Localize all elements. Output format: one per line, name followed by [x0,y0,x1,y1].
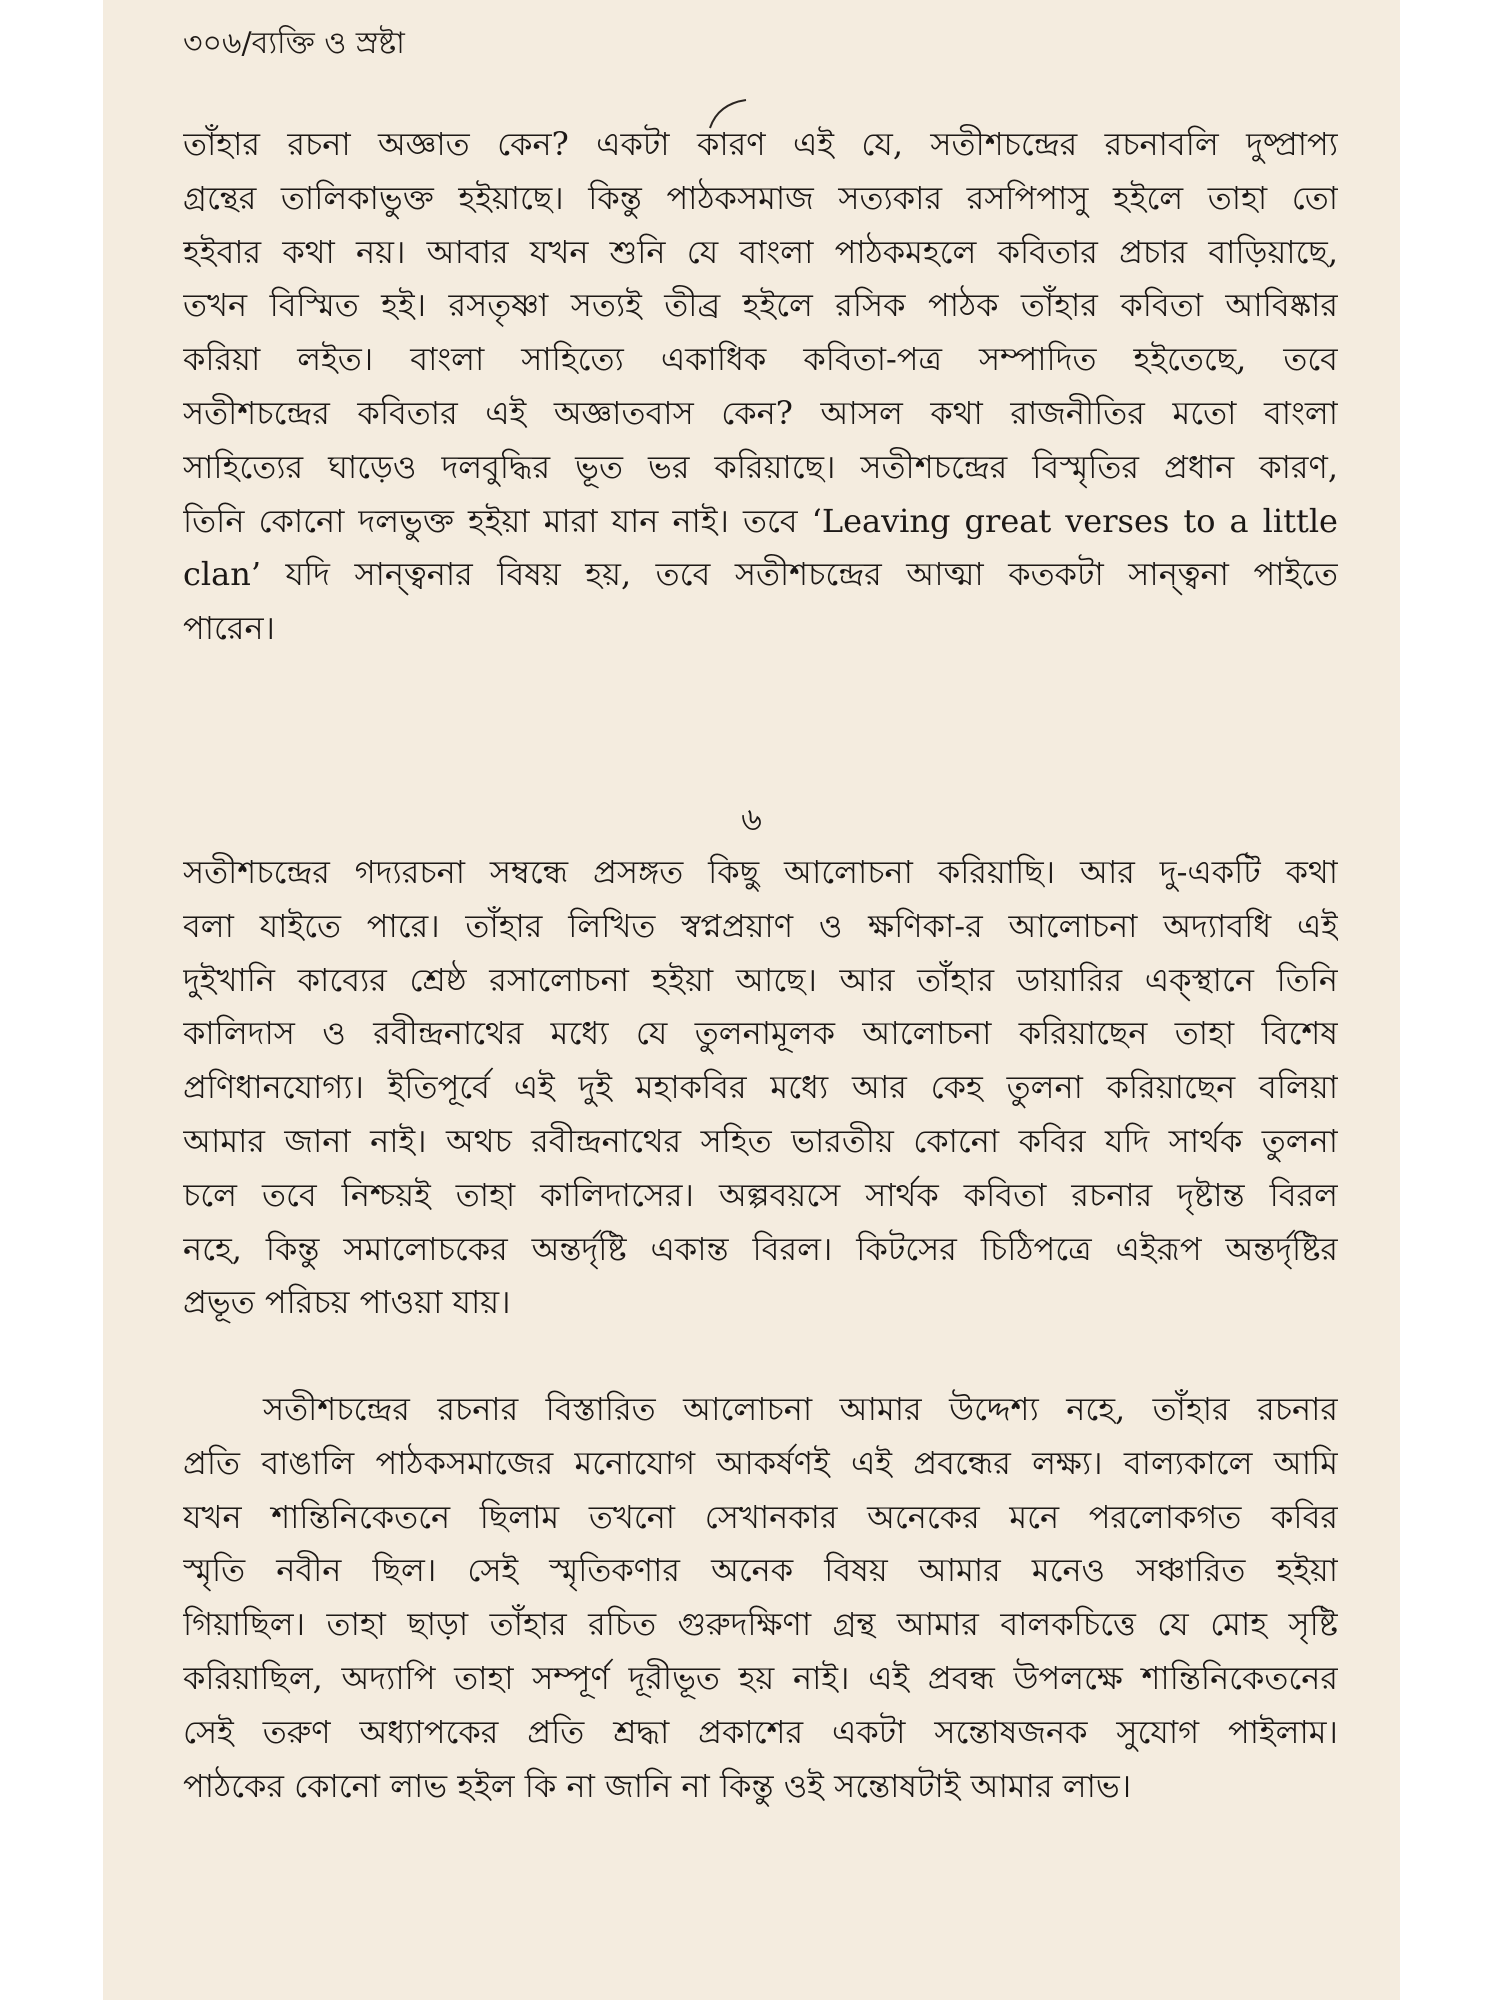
paragraph-3 [183,1383,1338,1813]
text-line: তখন বিস্মিত হই। রসতৃষ্ণা সত্যই তীব্র হইলে রসিক পাঠক তাঁহার কবিতা আবিষ্কার [183,286,1338,325]
section-number: ৬ [741,800,762,838]
text-line: পারেন। [183,609,276,648]
text-line: সতীশচন্দ্রের কবিতার এই অজ্ঞাতবাস কেন? আসল কথা রাজনীতির মতো বাংলা [183,393,1338,432]
text-line: হইবার কথা নয়। আবার যখন শুনি যে বাংলা পাঠকমহলে কবিতার প্রচার বাড়িয়াছে, [183,232,1338,271]
text-line: গিয়াছিল। তাহা ছাড়া তাঁহার রচিত গুরুদক্ষিণা গ্রন্থ আমার বালকচিত্তে যে মোহ সৃষ্টি [183,1605,1338,1644]
text-line: প্রভূত পরিচয় পাওয়া যায়। [183,1283,511,1322]
text-line: গ্রন্থের তালিকাভুক্ত হইয়াছে। কিন্তু পাঠকসমাজ সত্যকার রসপিপাসু হইলে তাহা তো [183,178,1338,217]
text-line: সাহিত্যের ঘাড়েও দলবুদ্ধির ভূত ভর করিয়াছে। সতীশচন্দ্রের বিস্মৃতির প্রধান কারণ, [183,447,1338,486]
text-line: কালিদাস ও রবীন্দ্রনাথের মধ্যে যে তুলনামূলক আলোচনা করিয়াছেন তাহা বিশেষ [183,1014,1338,1053]
text-line: প্রণিধানযোগ্য। ইতিপূর্বে এই দুই মহাকবির মধ্যে আর কেহ তুলনা করিয়াছেন বলিয়া [183,1068,1338,1107]
text-line: চলে তবে নিশ্চয়ই তাহা কালিদাসের। অল্পবয়সে সার্থক কবিতা রচনার দৃষ্টান্ত বিরল [183,1175,1338,1214]
text-line: স্মৃতি নবীন ছিল। সেই স্মৃতিকণার অনেক বিষয় আমার মনেও সঞ্চারিত হইয়া [183,1551,1338,1590]
text-line: সতীশচন্দ্রের গদ্যরচনা সম্বন্ধে প্রসঙ্গত কিছু আলোচনা করিয়াছি। আর দু-একটি কথা [183,853,1338,891]
text-line: দুইখানি কাব্যের শ্রেষ্ঠ রসালোচনা হইয়া আছে। আর তাঁহার ডায়ারির এক্‌স্থানে তিনি [183,960,1338,999]
text-line: করিয়া লইত। বাংলা সাহিত্যে একাধিক কবিতা-পত্র সম্পাদিত হইতেছে, তবে [183,340,1338,379]
text-line: নহে, কিন্তু সমালোচকের অন্তর্দৃষ্টি একান্ত বিরল। কিটসের চিঠিপত্রে এইরূপ অন্তর্দৃষ্টির [183,1229,1338,1268]
text-line: বলা যাইতে পারে। তাঁহার লিখিত স্বপ্নপ্রয়াণ ও ক্ষণিকা-র আলোচনা অদ্যাবধি এই [183,906,1338,945]
text-line: প্রতি বাঙালি পাঠকসমাজের মনোযোগ আকর্ষণই এই প্রবন্ধের লক্ষ্য। বাল্যকালে আমি [183,1443,1338,1482]
text-line: পাঠকের কোনো লাভ হইল কি না জানি না কিন্তু ওই সন্তোষটাই আমার লাভ। [183,1766,1132,1805]
text-line: তিনি কোনো দলভুক্ত হইয়া মারা যান নাই। তবে ‘Leaving great verses to a little [183,501,1338,540]
text-line: সতীশচন্দ্রের রচনার বিস্তারিত আলোচনা আমার উদ্দেশ্য নহে, তাঁহার রচনার [263,1390,1338,1428]
text-line: তাঁহার রচনা অজ্ঞাত কেন? একটা কারণ এই যে, সতীশচন্দ্রের রচনাবলি দুষ্প্রাপ্য [183,125,1338,163]
book-page [103,0,1400,2000]
text-line: যখন শান্তিনিকেতনে ছিলাম তখনো সেখানকার অনেকের মনে পরলোকগত কবির [183,1497,1338,1536]
text-line: clan’ যদি সান্ত্বনার বিষয় হয়, তবে সতীশচন্দ্রের আত্মা কতকটা সান্ত্বনা পাইতে [183,555,1338,594]
text-line: করিয়াছিল, অদ্যাপি তাহা সম্পূর্ণ দূরীভূত হয় নাই। এই প্রবন্ধ উপলক্ষে শান্তিনিকেতনের [183,1658,1338,1697]
paragraph-1 [183,118,1338,656]
text-line: আমার জানা নাই। অথচ রবীন্দ্রনাথের সহিত ভারতীয় কোনো কবির যদি সার্থক তুলনা [183,1121,1338,1160]
paragraph-2 [183,846,1338,1330]
running-header: ৩০৬/ব্যক্তি ও স্রষ্টা [183,26,405,61]
text-line: সেই তরুণ অধ্যাপকের প্রতি শ্রদ্ধা প্রকাশের একটা সন্তোষজনক সুযোগ পাইলাম। [183,1712,1338,1751]
